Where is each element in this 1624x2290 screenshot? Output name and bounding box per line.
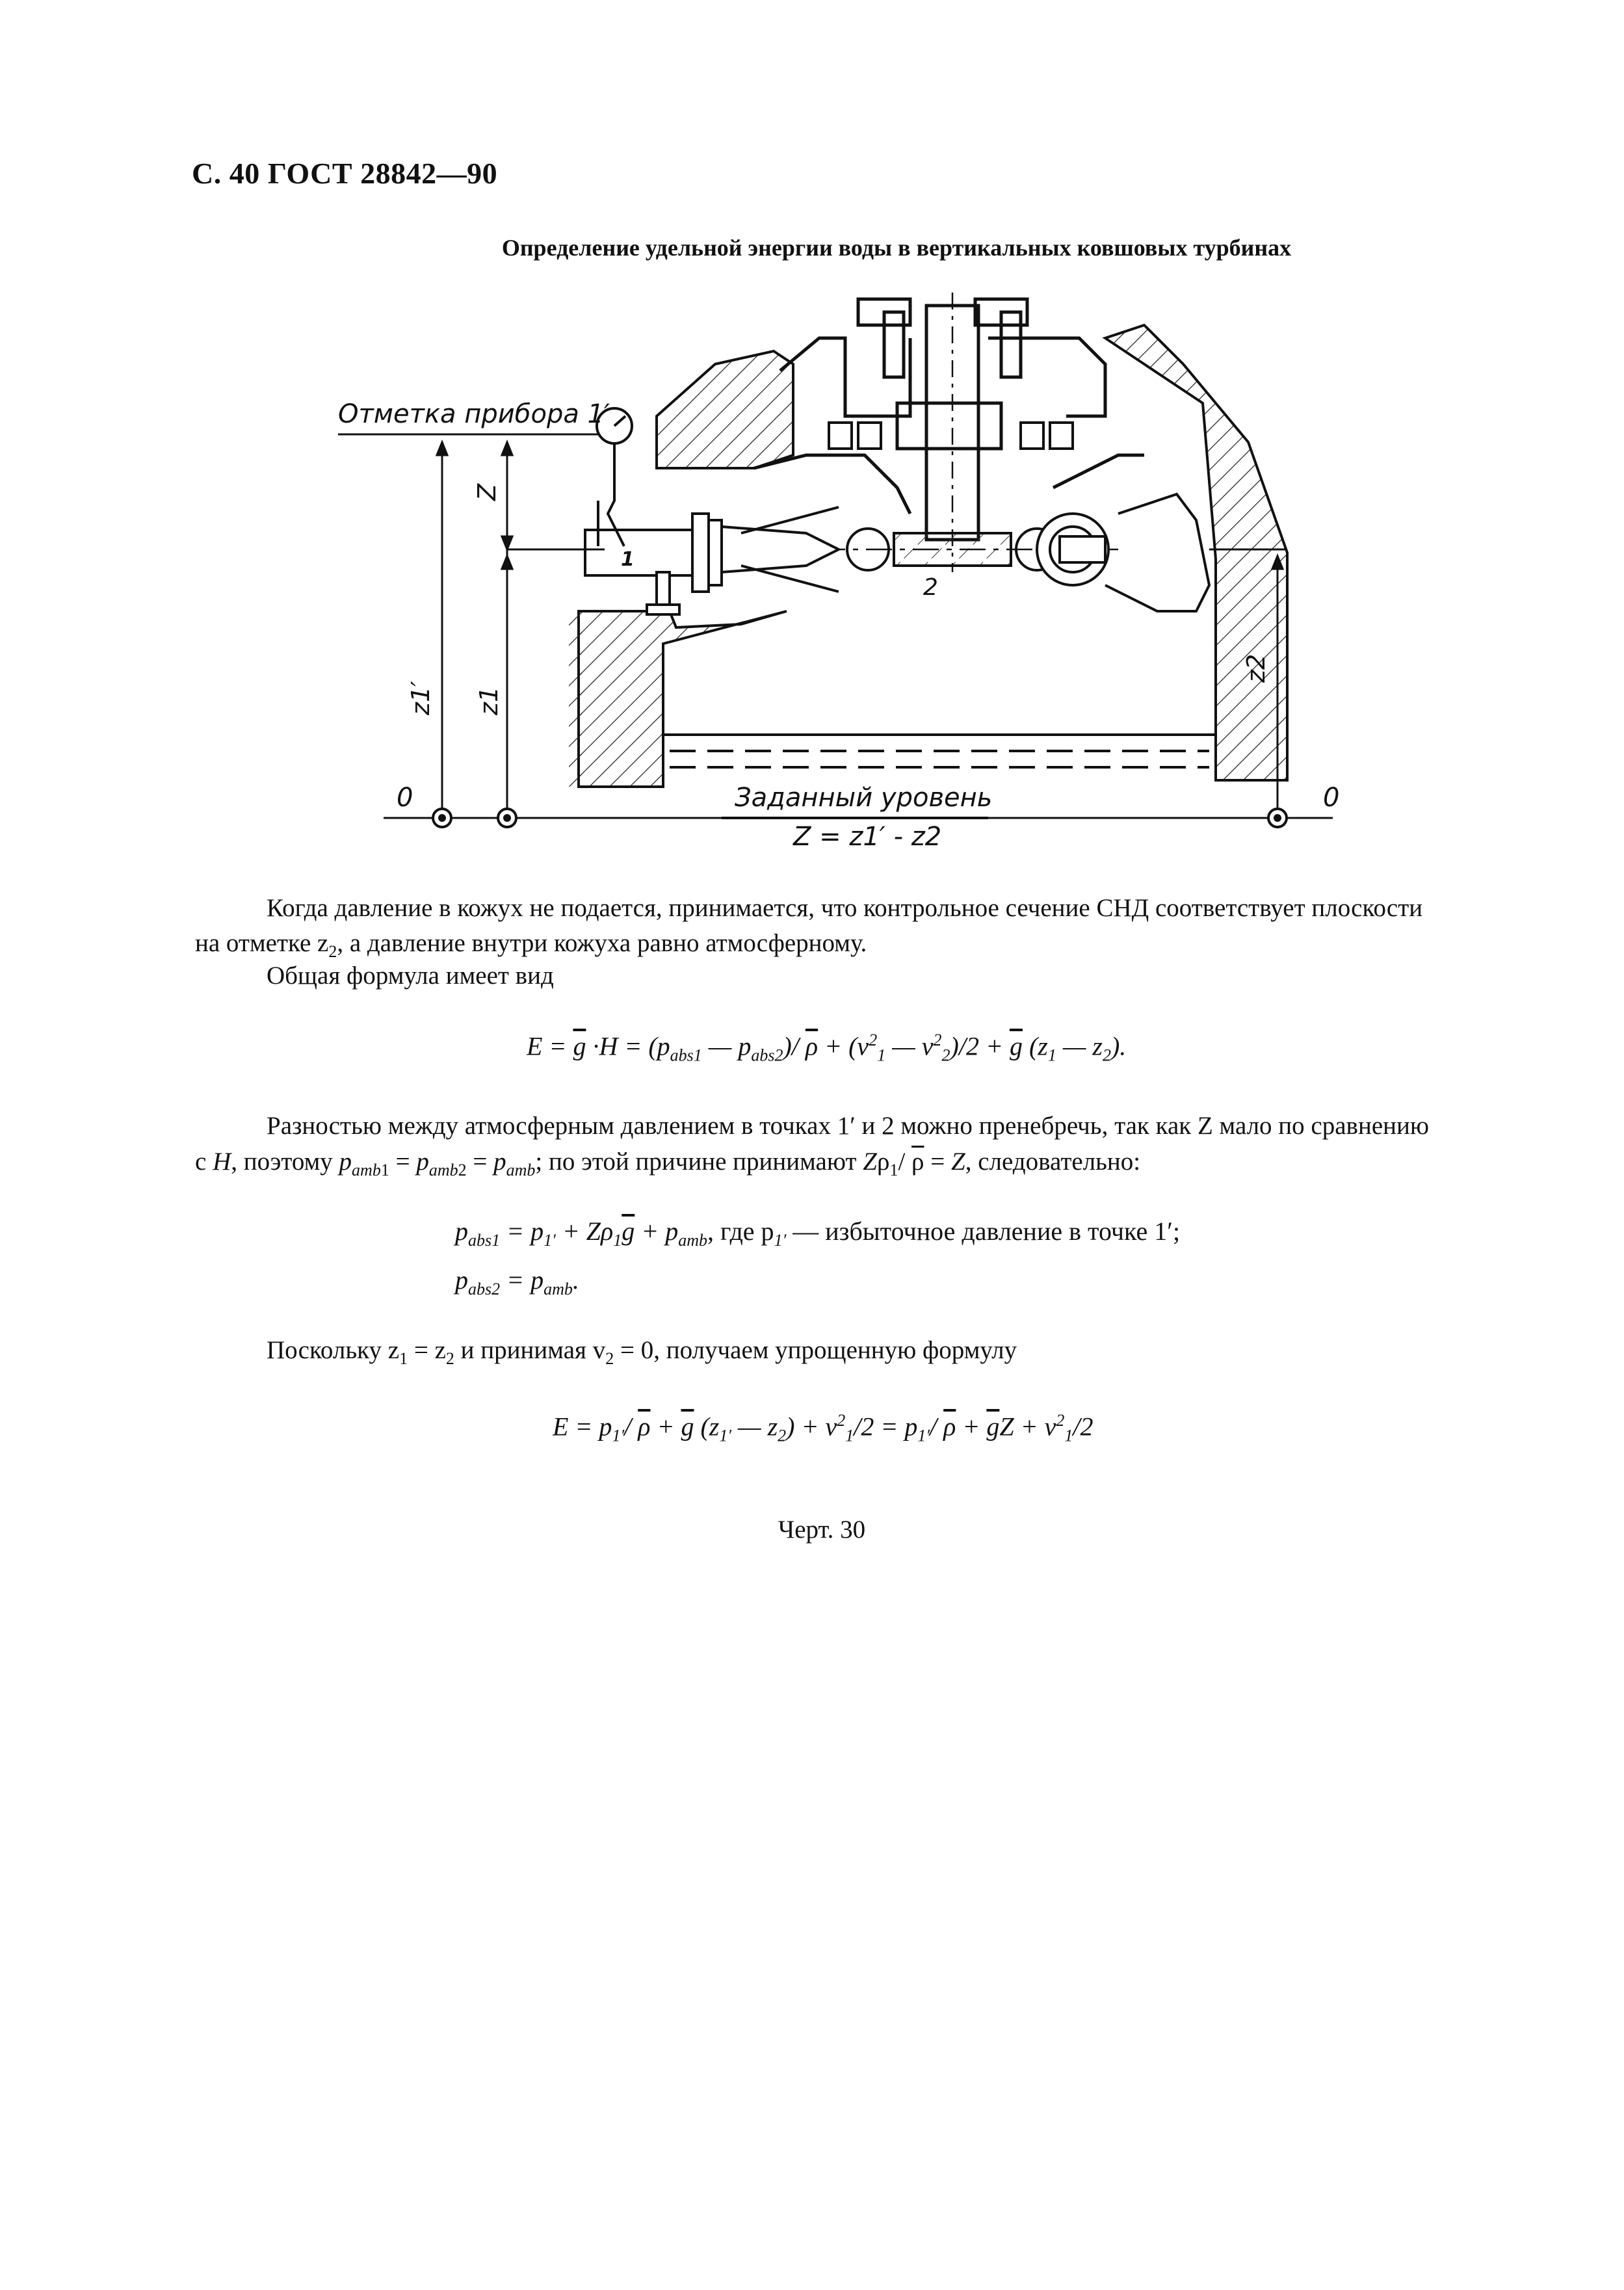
nozzle-right xyxy=(1037,494,1209,611)
label-relation: Z = z1′ - z2 xyxy=(793,822,942,852)
paragraph-4: Поскольку $z_1 = z_2$ и принимая $v_2 = 0$, получаем упрощенную формулу xyxy=(267,1336,1017,1368)
label-zero-right: 0 xyxy=(1323,783,1340,813)
paragraph-3-line-1: Разностью между атмосферным давлением в точках 1′ и 2 можно пренебречь, так как Z мало по сравнению xyxy=(267,1112,1430,1140)
right-concrete xyxy=(1105,325,1287,780)
formula-general: $E = \overline{g} \cdot H = (p_{abs1}$ — $p_{abs2})/$ $\overline{\rho} + (v^2_1$ — $v^2_2)/2 + \overline{g}$ ($z_1$ — $z_2$). xyxy=(527,1031,1127,1065)
left-concrete-upper xyxy=(657,351,793,468)
left-concrete-lower xyxy=(569,611,787,787)
label-instrument-mark: Отметка прибора 1′ xyxy=(338,399,610,429)
paragraph-3-line-2: с H, поэтому $p_{amb1} = p_{amb2} = p_{amb}$; по этой причине принимают $Z\rho_1/$ $\overline{\rho} = Z$, следовательно: xyxy=(195,1148,1141,1179)
label-z1: z1 xyxy=(475,686,503,715)
label-z2: z2 xyxy=(1242,653,1270,683)
turbine-diagram xyxy=(0,0,1624,897)
formula-pabs1: $p_{abs1} = p_{1'} + Z\rho_1\overline{g} + p_{amb}$, где $p_{1'}$ — избыточное давление в точке 1′; xyxy=(455,1217,1181,1250)
label-point-1: 1 xyxy=(621,548,635,571)
label-z1prime: z1′ xyxy=(406,681,435,715)
label-set-level: Заданный уровень xyxy=(735,783,993,813)
formula-pabs2: $p_{abs2} = p_{amb}$. xyxy=(455,1265,579,1298)
paragraph-1-line-1: Когда давление в кожух не подается, принимается, что контрольное сечение СНД соответствует плоскости xyxy=(267,894,1423,922)
water-pit xyxy=(663,735,1216,767)
label-point-2: 2 xyxy=(923,574,938,601)
paragraph-1-line-2: на отметке $z_2$, а давление внутри кожуха равно атмосферному. xyxy=(195,929,867,961)
formula-simplified: $E = p_{1'}/$ $\overline{\rho} + \overline{g}$ ($z_{1'}$ — $z_2) + v^2_1/2 = p_{1'}/$ $\overline{\rho} + \overline{g}Z + v^2_1/2$ xyxy=(553,1411,1094,1445)
paragraph-2: Общая формула имеет вид xyxy=(267,962,554,990)
turbine-casing xyxy=(754,299,1144,514)
label-zero-left: 0 xyxy=(397,783,413,813)
figure-title: Определение удельной энергии воды в вертикальных ковшовых турбинах xyxy=(501,235,1292,261)
page-header: С. 40 ГОСТ 28842—90 xyxy=(192,157,498,190)
figure-caption: Черт. 30 xyxy=(778,1516,866,1544)
shaft xyxy=(897,293,1001,572)
bearings xyxy=(829,423,1073,449)
label-Z: Z xyxy=(473,483,501,501)
